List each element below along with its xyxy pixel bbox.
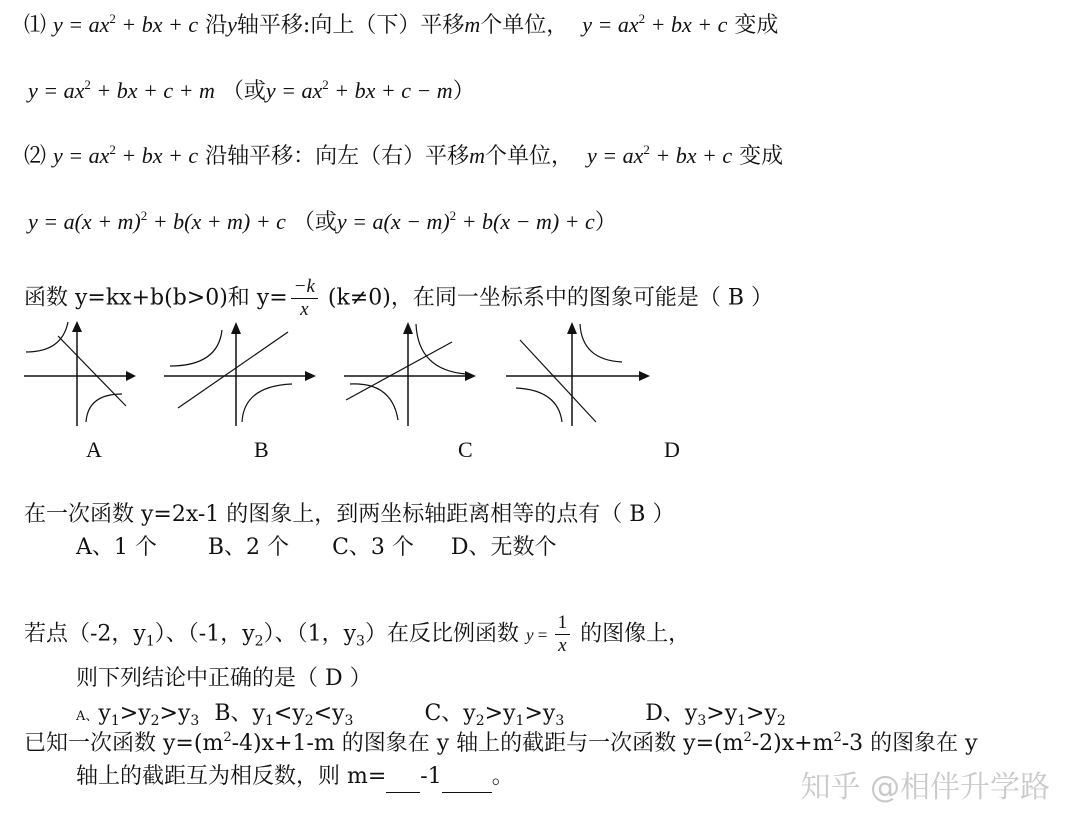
graph-label-a: A [86, 437, 102, 462]
question-4-line-2: 轴上的截距互为相反数，则 m= -1 。 [76, 762, 514, 793]
graph-label-b: B [254, 437, 269, 462]
answer-blank-right [442, 762, 492, 793]
fraction-1-over-x: $\frac{1}{x}$ [555, 612, 571, 657]
graph-b [160, 318, 320, 430]
graph-label-c: C [458, 437, 473, 462]
rule-2: ⑵ $y = ax^2$ + bx + c 沿轴平移：向左（右）平移m个单位， $y = ax^2$ + bx + c 变成 [24, 142, 784, 169]
question-3: 若点（-2，$y_1$）、（-1，$y_2$）、（1，$y_3$）在反比例函数 y = $\frac{1}{x}$ 的图像上， [24, 612, 691, 656]
rule-2-result: $y = a(x + m)^2 + b(x + m) + c$ （或$y = a(x - m)^2 + b(x - m) + c$） [28, 208, 617, 235]
graph-d [504, 318, 654, 430]
rule-1-result: $y = ax^2$ + bx + c + m （或$y = ax^2$ + bx + c − m） [28, 77, 475, 104]
question-4: 已知一次函数 $y=(m^2-4)x+1-m$ 的图象在 y 轴上的截距与一次函数 $y=(m^2-2)x+m^2-3$ 的图象在 y [24, 730, 978, 756]
rule-1: ⑴ $y = ax^2$ + bx + c 沿y轴平移:向上（下）平移m个单位， $y = ax^2$ + bx + c 变成 [24, 11, 779, 38]
question-3-prompt: 则下列结论中正确的是（ D ） [76, 666, 372, 691]
question-2-options: A、1 个 B、2 个 C、3 个 D、无数个 [76, 535, 557, 560]
question-1: 函数 y=kx+b(b>0)和 y= $\frac{-k}{x}$ (k≠0)，在同一坐标系中的图象可能是（ B ） [24, 276, 773, 320]
fraction-neg-k-over-x: $\frac{-k}{x}$ [291, 276, 318, 321]
graph-c [340, 318, 485, 430]
answer-value: -1 [420, 764, 442, 789]
watermark: 知乎 @相伴升学路 [800, 770, 1050, 805]
question-3-options: A、$y_1>y_2>y_3$ B、$y_1<y_2<y_3$ C、$y_2>y_1>y_3$ D、$y_3>y_1>y_2$ [76, 701, 786, 729]
question-2: 在一次函数 y=2x-1 的图象上，到两坐标轴距离相等的点有（ B ） [24, 502, 675, 527]
answer-blank-left [386, 762, 420, 793]
graph-a [22, 318, 142, 430]
graph-label-d: D [664, 437, 680, 462]
